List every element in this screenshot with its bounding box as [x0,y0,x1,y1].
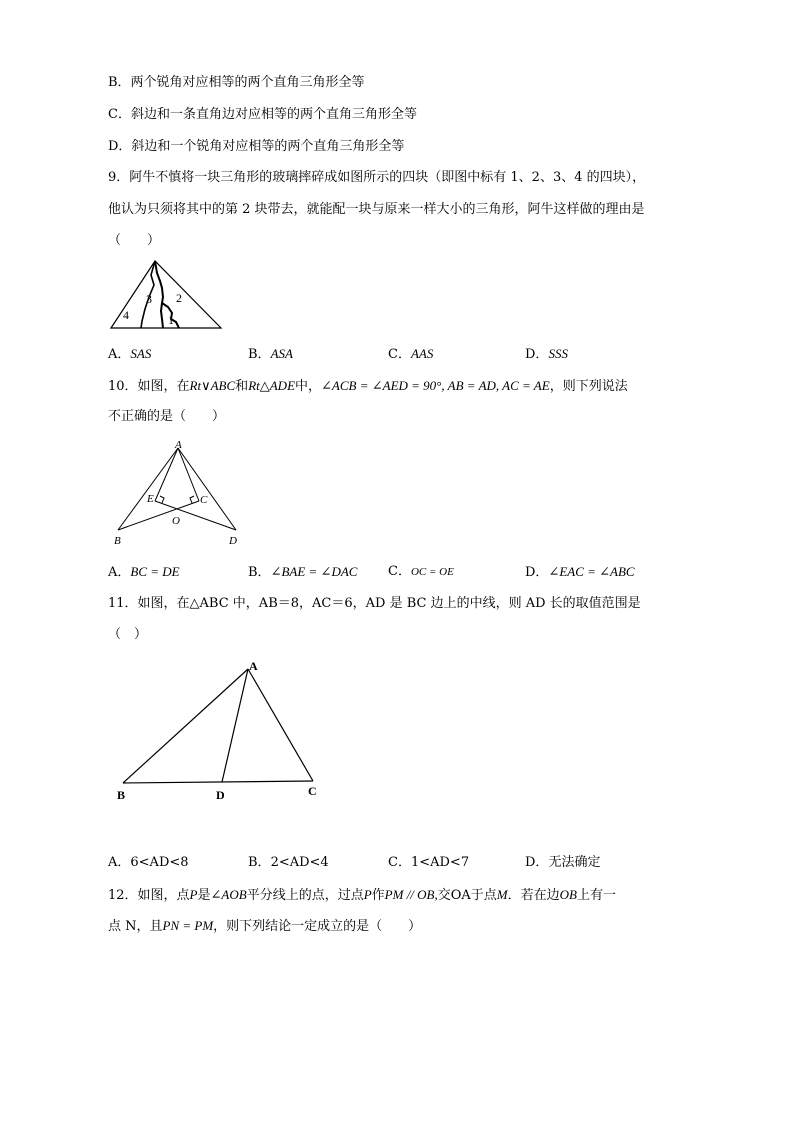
q10-figure [108,438,248,550]
q11-answer-paren: （ ） [108,627,148,642]
q10-label-A: A [175,439,182,451]
q10-stem-line2: 不正确的是（ ） [108,409,226,424]
q9-broken-triangle-figure [105,255,230,335]
q11-option-a: A．6<AD<8 [108,855,189,870]
q10-label-O: O [172,515,180,527]
q11-option-c: C．1<AD<7 [388,855,470,870]
q11-triangle-figure [110,655,335,805]
q10-label-E: E [147,493,154,505]
q9-fig-label-2: 2 [176,291,182,305]
q10-label-D: D [229,535,237,547]
q9-stem-line2: 他认为只须将其中的第 2 块带去，就能配一块与原来一样大小的三角形，阿牛这样做的理由是 [108,202,645,217]
q9-fig-label-3: 3 [146,292,152,306]
q10-option-d: D．∠EAC = ∠ABC [525,564,635,580]
q11-option-b: B．2<AD<4 [248,855,329,870]
q10-label-B: B [114,535,121,547]
q9-option-a: A．SAS [108,346,152,362]
q12-stem-line1: 12．如图，点P是∠AOB平分线上的点，过点P作PM // OB,交OA于点M．若在边OB上有一 [108,887,617,903]
q8-option-b: B．两个锐角对应相等的两个直角三角形全等 [108,75,365,90]
q9-answer-paren: （ ） [108,233,161,248]
q11-label-C: C [308,784,317,798]
q10-option-a: A．BC = DE [108,564,180,580]
q10-stem-line1: 10．如图，在Rt∨ABC和Rt△ADE中，∠ACB = ∠AED = 90°, AB = AD, AC = AE，则下列说法 [108,378,628,394]
q12-stem-line2: 点 N，且PN = PM，则下列结论一定成立的是（ ） [108,918,422,934]
q8-option-c: C．斜边和一条直角边对应相等的两个直角三角形全等 [108,107,417,122]
q9-option-d: D．SSS [525,346,568,362]
q11-label-B: B [117,788,126,802]
q10-option-b: B．∠BAE = ∠DAC [248,564,358,580]
q10-option-c: C．OC = OE [388,564,454,579]
q9-fig-label-4: 4 [123,308,129,322]
q10-label-C: C [200,494,208,506]
q11-label-A: A [249,659,258,673]
q11-label-D: D [216,788,225,802]
q11-stem-line1: 11．如图，在△ABC 中，AB＝8，AC＝6，AD 是 BC 边上的中线，则 AD 长的取值范围是 [108,596,641,611]
q9-fig-label-1: 1 [168,313,174,327]
q9-stem-line1: 9．阿牛不慎将一块三角形的玻璃摔碎成如图所示的四块（即图中标有 1、2、3、4 的四块）， [108,170,646,185]
q9-option-c: C．AAS [388,346,434,362]
q8-option-d: D．斜边和一个锐角对应相等的两个直角三角形全等 [108,139,405,154]
q9-option-b: B．ASA [248,346,293,362]
q11-option-d: D．无法确定 [525,855,601,870]
